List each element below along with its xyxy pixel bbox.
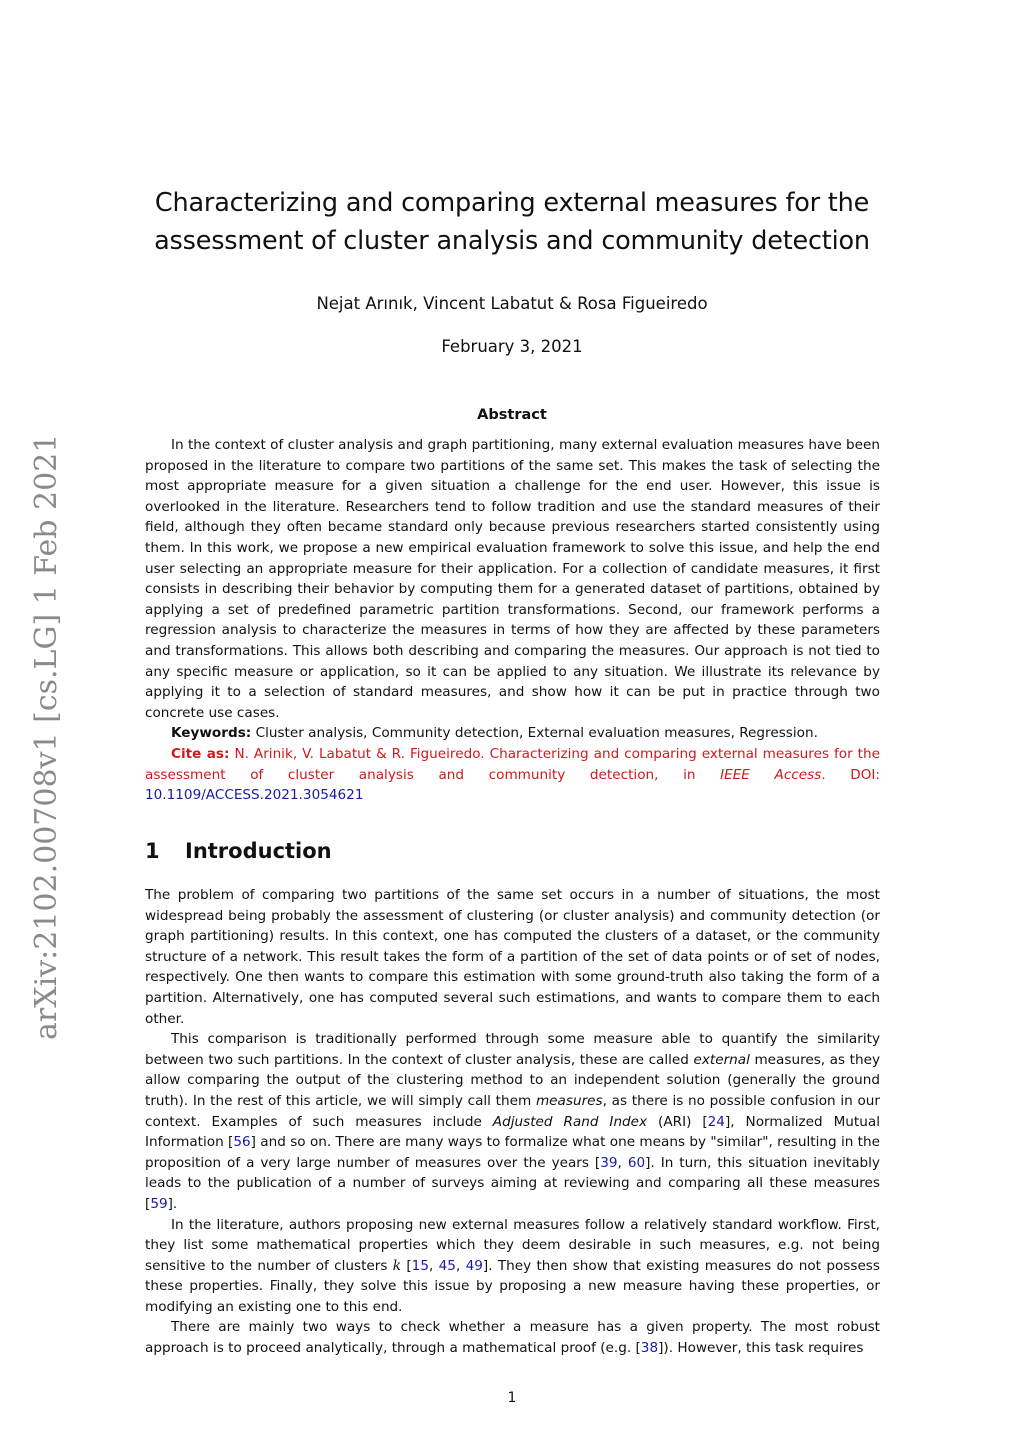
- introduction-body: [145, 885, 880, 1359]
- emphasis-ari: Adjusted Rand Index: [492, 1113, 648, 1130]
- math-k: k: [392, 1257, 402, 1274]
- doi-link[interactable]: 10.1109/ACCESS.2021.3054621: [145, 787, 364, 804]
- intro-paragraph-3: In the literature, authors proposing new external measures follow a relatively standard workflow. First, they list some mathematical properties which they deem desirable in such measures, e.g. not being sensitive to the number of clusters k [15, 45, 49]. They then show that existing measures do not possess these properties. Finally, they solve this issue by proposing a new measure having these properties, or modifying an existing one to this end.: [145, 1216, 880, 1315]
- paper-date: February 3, 2021: [441, 337, 583, 356]
- citation-link-24[interactable]: 24: [707, 1113, 725, 1130]
- citation-link-39[interactable]: 39: [600, 1154, 618, 1171]
- citation-link-49[interactable]: 49: [465, 1257, 483, 1274]
- intro-paragraph-1: The problem of comparing two partitions of the same set occurs in a number of situations, the most widespread being probably the assessment of clustering (or cluster analysis) and community detection (or graph partitioning) results. In this context, one has computed the clusters of a dataset, or the community structure of a network. This result takes the form of a partition of the set of data points or of set of nodes, respectively. One then wants to compare this estimation with some ground-truth also taking the form of a partition. Alternatively, one has computed several such estimations, and wants to compare them to each other.: [145, 887, 880, 1027]
- citation-link-15[interactable]: 15: [411, 1257, 429, 1274]
- citation-link-56[interactable]: 56: [233, 1134, 251, 1151]
- emphasis-external: external: [693, 1051, 750, 1068]
- cite-as-doi-label: . DOI:: [821, 766, 881, 783]
- citation-link-45[interactable]: 45: [438, 1257, 456, 1274]
- intro-paragraph-2: This comparison is traditionally performed through some measure able to quantify the similarity between two such partitions. In the context of cluster analysis, these are called external measures, as they allow comparing the output of the clustering method to an independent solution (generally the ground truth). In the rest of this article, we will simply call them measures, as there is no possible confusion in our context. Examples of such measures include Adjusted Rand Index (ARI) [24], Normalized Mutual Information [56] and so on. There are many ways to formalize what one means by "similar", resulting in the proposition of a very large number of measures over the years [39, 60]. In turn, this situation inevitably leads to the publication of a number of surveys aiming at reviewing and comparing all these measures [59].: [145, 1031, 880, 1212]
- citation-link-38[interactable]: 38: [640, 1340, 659, 1357]
- keywords-text: Cluster analysis, Community detection, External evaluation measures, Regression.: [255, 725, 818, 742]
- cite-as-text: N. Arinik, V. Labatut & R. Figueiredo. Characterizing and comparing external measures for the assessment of cluster analysis and community detection, in: [145, 745, 880, 783]
- arxiv-identifier-stamp[interactable]: arXiv:2102.00708v1 [cs.LG] 1 Feb 2021: [29, 433, 64, 1040]
- cite-as-line: [145, 744, 880, 806]
- abstract-heading: Abstract: [477, 407, 547, 423]
- emphasis-measures: measures: [535, 1092, 603, 1109]
- section-title: Introduction: [185, 839, 332, 863]
- paper-authors: Nejat Arınık, Vincent Labatut & Rosa Figueiredo: [316, 294, 708, 313]
- citation-link-60[interactable]: 60: [627, 1154, 646, 1171]
- abstract-block: [145, 435, 880, 806]
- cite-as-journal: IEEE Access: [720, 766, 822, 783]
- section-heading-introduction: [145, 836, 880, 866]
- keywords-label: Keywords:: [171, 725, 252, 742]
- citation-link-59[interactable]: 59: [150, 1195, 168, 1212]
- page-number: 1: [507, 1390, 517, 1406]
- keywords-line: [145, 723, 880, 744]
- abstract-text: In the context of cluster analysis and graph partitioning, many external evaluation measures have been proposed in the literature to compare two partitions of the same set. This makes the task of selecting the most appropriate measure for a given situation a challenge for the end user. However, this issue is overlooked in the literature. Researchers tend to follow tradition and use the standard measures of their field, although they often became standard only because previous researchers started consistently using them. In this work, we propose a new empirical evaluation framework to solve this issue, and help the end user selecting an appropriate measure for their application. For a collection of candidate measures, it first consists in describing their behavior by computing them for a generated dataset of partitions, obtained by applying a set of predefined parametric partition transformations. Second, our framework performs a regression analysis to characterize the measures in terms of how they are affected by these parameters and transformations. This allows both describing and comparing the measures. Our approach is not tied to any specific measure or application, so it can be applied to any situation. We illustrate its relevance by applying it to a selection of standard measures, and show how it can be put in practice through two concrete use cases.: [145, 437, 880, 721]
- section-number: 1: [145, 839, 160, 863]
- cite-as-label: Cite as:: [171, 745, 230, 762]
- paper-title: Characterizing and comparing external measures for the assessment of cluster analysis and community detection: [154, 188, 870, 256]
- intro-paragraph-4: There are mainly two ways to check whether a measure has a given property. The most robust approach is to proceed analytically, through a mathematical proof (e.g. [38]). However, this task requires: [145, 1319, 880, 1357]
